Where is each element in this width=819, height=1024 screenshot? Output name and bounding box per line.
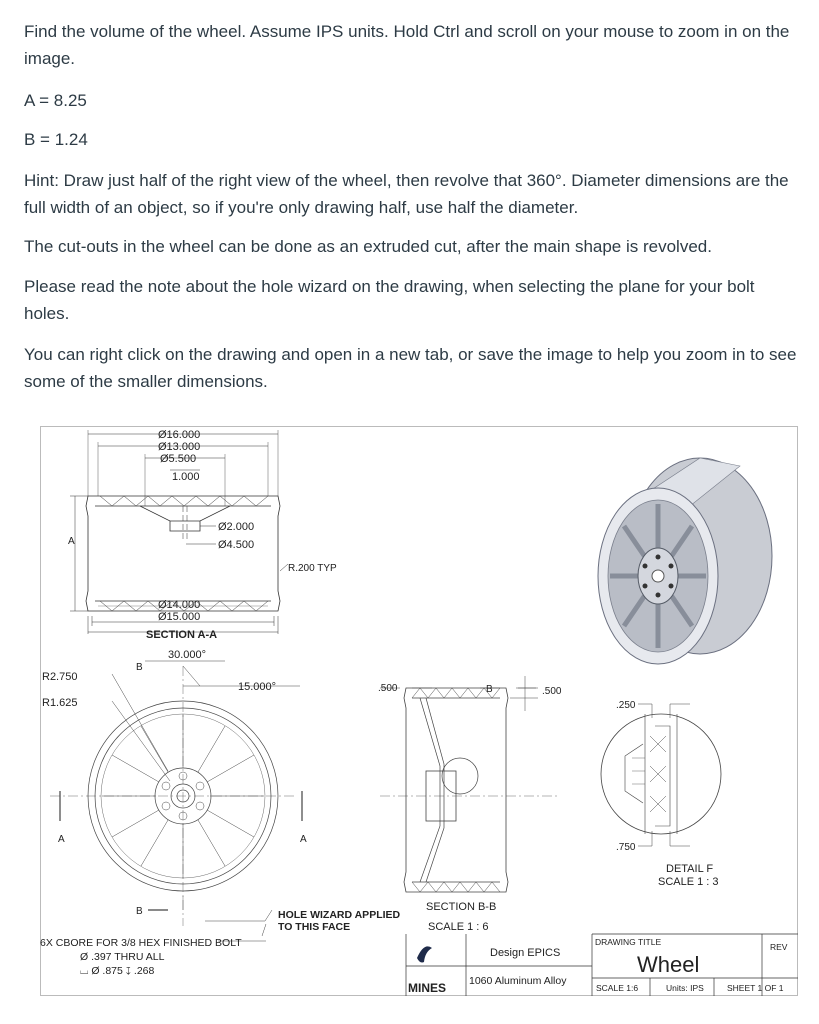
label-a-dim: A	[68, 536, 75, 547]
hint-text: Hint: Draw just half of the right view of the wheel, then revolve that 360°. Diameter dimensions are the full width of an object, so if you're only drawing half, use half the diameter.	[24, 171, 789, 217]
title-units: Units: IPS	[666, 983, 704, 993]
bb-dim-left: .500	[378, 683, 398, 694]
dim-5-5: Ø5.500	[160, 453, 197, 465]
zoom-note-text: You can right click on the drawing and open in a new tab, or save the image to help you zoom in to see some of the smaller dimensions.	[24, 345, 797, 391]
label-a-left: A	[58, 834, 65, 845]
detail-f-scale: SCALE 1 : 3	[658, 876, 719, 888]
cbore-line3: ⌴ Ø .875 ↧ .268	[80, 965, 155, 977]
b-value: B = 1.24	[24, 130, 88, 149]
mines-logo-text: MINES	[408, 981, 447, 995]
dim-1: 1.000	[172, 471, 200, 483]
hole-wizard-line2: TO THIS FACE	[278, 921, 351, 933]
section-bb-scale: SCALE 1 : 6	[428, 921, 489, 933]
label-a-right: A	[300, 834, 307, 845]
r-1-625: R1.625	[42, 697, 78, 709]
detail-dim-bottom: .750	[616, 842, 636, 853]
hole-wizard-line1: HOLE WIZARD APPLIED	[278, 909, 401, 921]
r-2-750: R2.750	[42, 671, 78, 683]
dim-r-200: R.200 TYP	[288, 563, 337, 574]
a-value: A = 8.25	[24, 91, 87, 110]
cbore-line1: 6X CBORE FOR 3/8 HEX FINISHED BOLT	[40, 937, 242, 949]
label-b-bottom: B	[136, 906, 143, 917]
title-scale: SCALE 1:6	[596, 983, 639, 993]
angle-15: 15.000°	[238, 681, 277, 693]
label-b-top: B	[136, 662, 143, 673]
bb-label-b: B	[486, 684, 493, 695]
drawing-title-label: DRAWING TITLE	[595, 937, 662, 947]
cutouts-text: The cut-outs in the wheel can be done as an extruded cut, after the main shape is revolved.	[24, 237, 712, 256]
question-intro: Find the volume of the wheel. Assume IPS units. Hold Ctrl and scroll on your mouse to zoom in on the image.	[24, 22, 790, 68]
title-org: Design EPICS	[490, 947, 561, 959]
angle-30: 30.000°	[168, 649, 207, 661]
title-sheet: SHEET 1 OF 1	[727, 983, 784, 993]
drawing-title: Wheel	[637, 952, 700, 977]
section-bb-title: SECTION B-B	[426, 901, 497, 913]
dim-15: Ø15.000	[158, 611, 201, 623]
title-material: 1060 Aluminum Alloy	[469, 975, 567, 987]
hole-note-text: Please read the note about the hole wizard on the drawing, when selecting the plane for your bolt holes.	[24, 277, 755, 323]
section-aa-title: SECTION A-A	[146, 629, 218, 641]
dim-16: Ø16.000	[158, 429, 201, 441]
engineering-drawing[interactable]	[40, 426, 798, 996]
detail-dim-top: .250	[616, 700, 636, 711]
cbore-line2: Ø .397 THRU ALL	[80, 951, 165, 963]
dim-2: Ø2.000	[218, 521, 255, 533]
dim-14: Ø14.000	[158, 599, 201, 611]
dim-13: Ø13.000	[158, 441, 201, 453]
detail-f-title: DETAIL F	[666, 863, 714, 875]
dim-4-5: Ø4.500	[218, 539, 255, 551]
bb-dim-right: .500	[542, 686, 562, 697]
rev-label: REV	[770, 942, 788, 952]
